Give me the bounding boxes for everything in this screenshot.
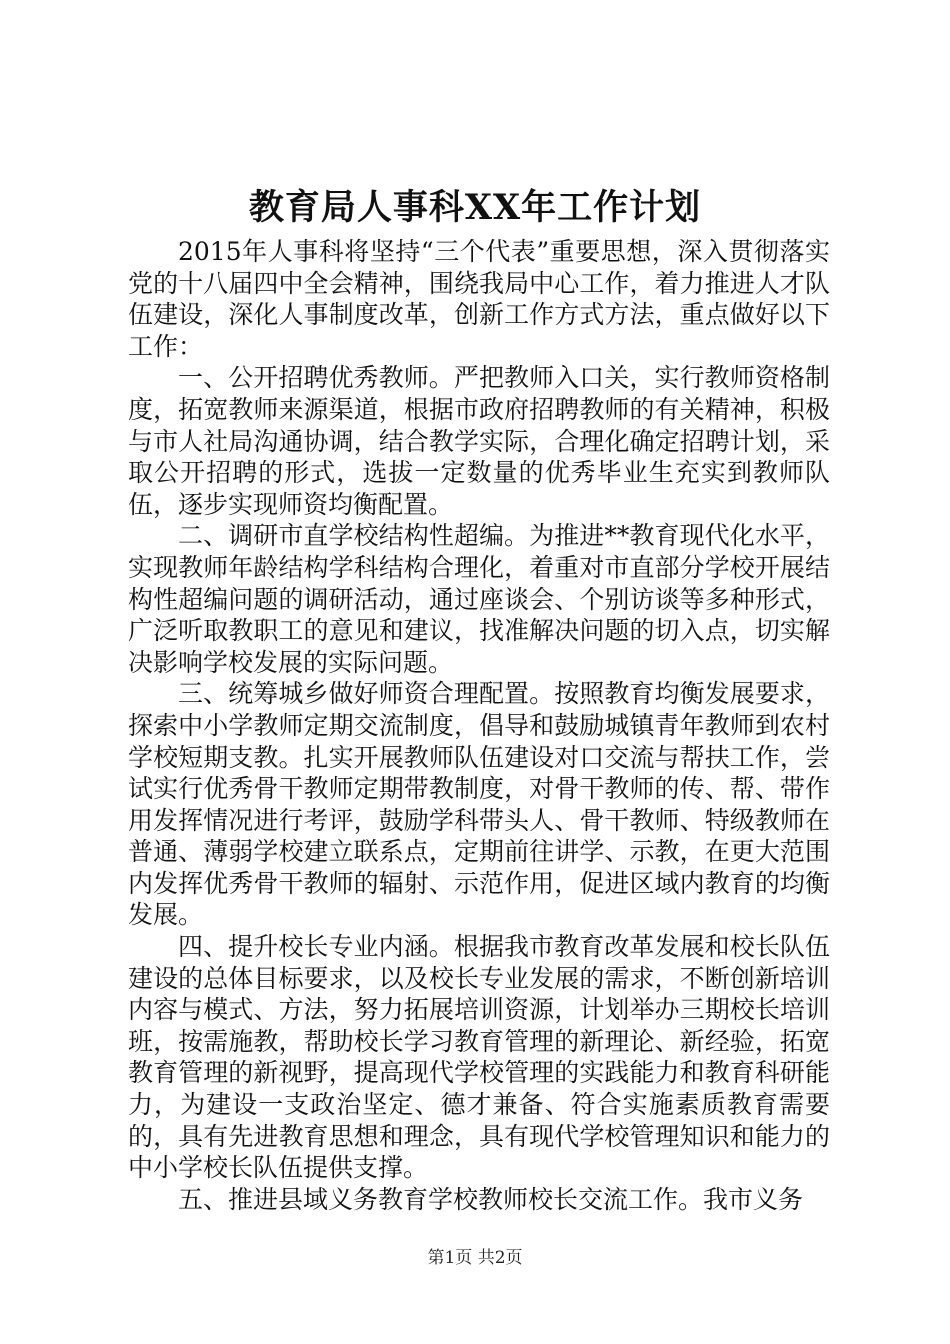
paragraph-section-5: 五、推进县域义务教育学校教师校长交流工作。我市义务 (178, 1184, 804, 1214)
paragraph-intro: 2015年人事科将坚持“三个代表”重要思想，深入贯彻落实党的十八届四中全会精神，围绕我局中心工作，着力推进人才队伍建设，深化人事制度改革，创新工作方式方法，重点做好以下工作： (128, 237, 830, 361)
paragraph-section-2: 二、调研市直学校结构性超编。为推进**教育现代化水平，实现教师年龄结构学科结构合理化，着重对市直部分学校开展结构性超编问题的调研活动，通过座谈会、个别访谈等多种形式，广泛听取教职工的意见和建议，找准解决问题的切入点，切实解决影响学校发展的实际问题。 (128, 521, 830, 677)
paragraph-section-4: 四、提升校长专业内涵。根据我市教育改革发展和校长队伍建设的总体目标要求，以及校长专业发展的需求，不断创新培训内容与模式、方法，努力拓展培训资源，计划举办三期校长培训班，按需施教，帮助校长学习教育管理的新理论、新经验，拓宽教育管理的新视野，提高现代学校管理的实践能力和教育科研能力，为建设一支政治坚定、德才兼备、符合实施素质教育需要的，具有先进教育思想和理念，具有现代学校管理知识和能力的中小学校长队伍提供支撑。 (128, 932, 830, 1183)
document-body (128, 236, 830, 1215)
page-footer: 第1页 共2页 (427, 1248, 523, 1268)
paragraph-section-3: 三、统筹城乡做好师资合理配置。按照教育均衡发展要求，探索中小学教师定期交流制度，倡导和鼓励城镇青年教师到农村学校短期支教。扎实开展教师队伍建设对口交流与帮扶工作，尝试实行优秀骨干教师定期带教制度，对骨干教师的传、帮、带作用发挥情况进行考评，鼓励学科带头人、骨干教师、特级教师在普通、薄弱学校建立联系点，定期前往讲学、示教，在更大范围内发挥优秀骨干教师的辐射、示范作用，促进区域内教育的均衡发展。 (128, 679, 830, 930)
paragraph-section-1: 一、公开招聘优秀教师。严把教师入口关，实行教师资格制度，拓宽教师来源渠道，根据市政府招聘教师的有关精神，积极与市人社局沟通协调，结合教学实际，合理化确定招聘计划，采取公开招聘的形式，选拔一定数量的优秀毕业生充实到教师队伍，逐步实现师资均衡配置。 (128, 363, 830, 519)
document-title: 教育局人事科XX年工作计划 (248, 187, 702, 228)
